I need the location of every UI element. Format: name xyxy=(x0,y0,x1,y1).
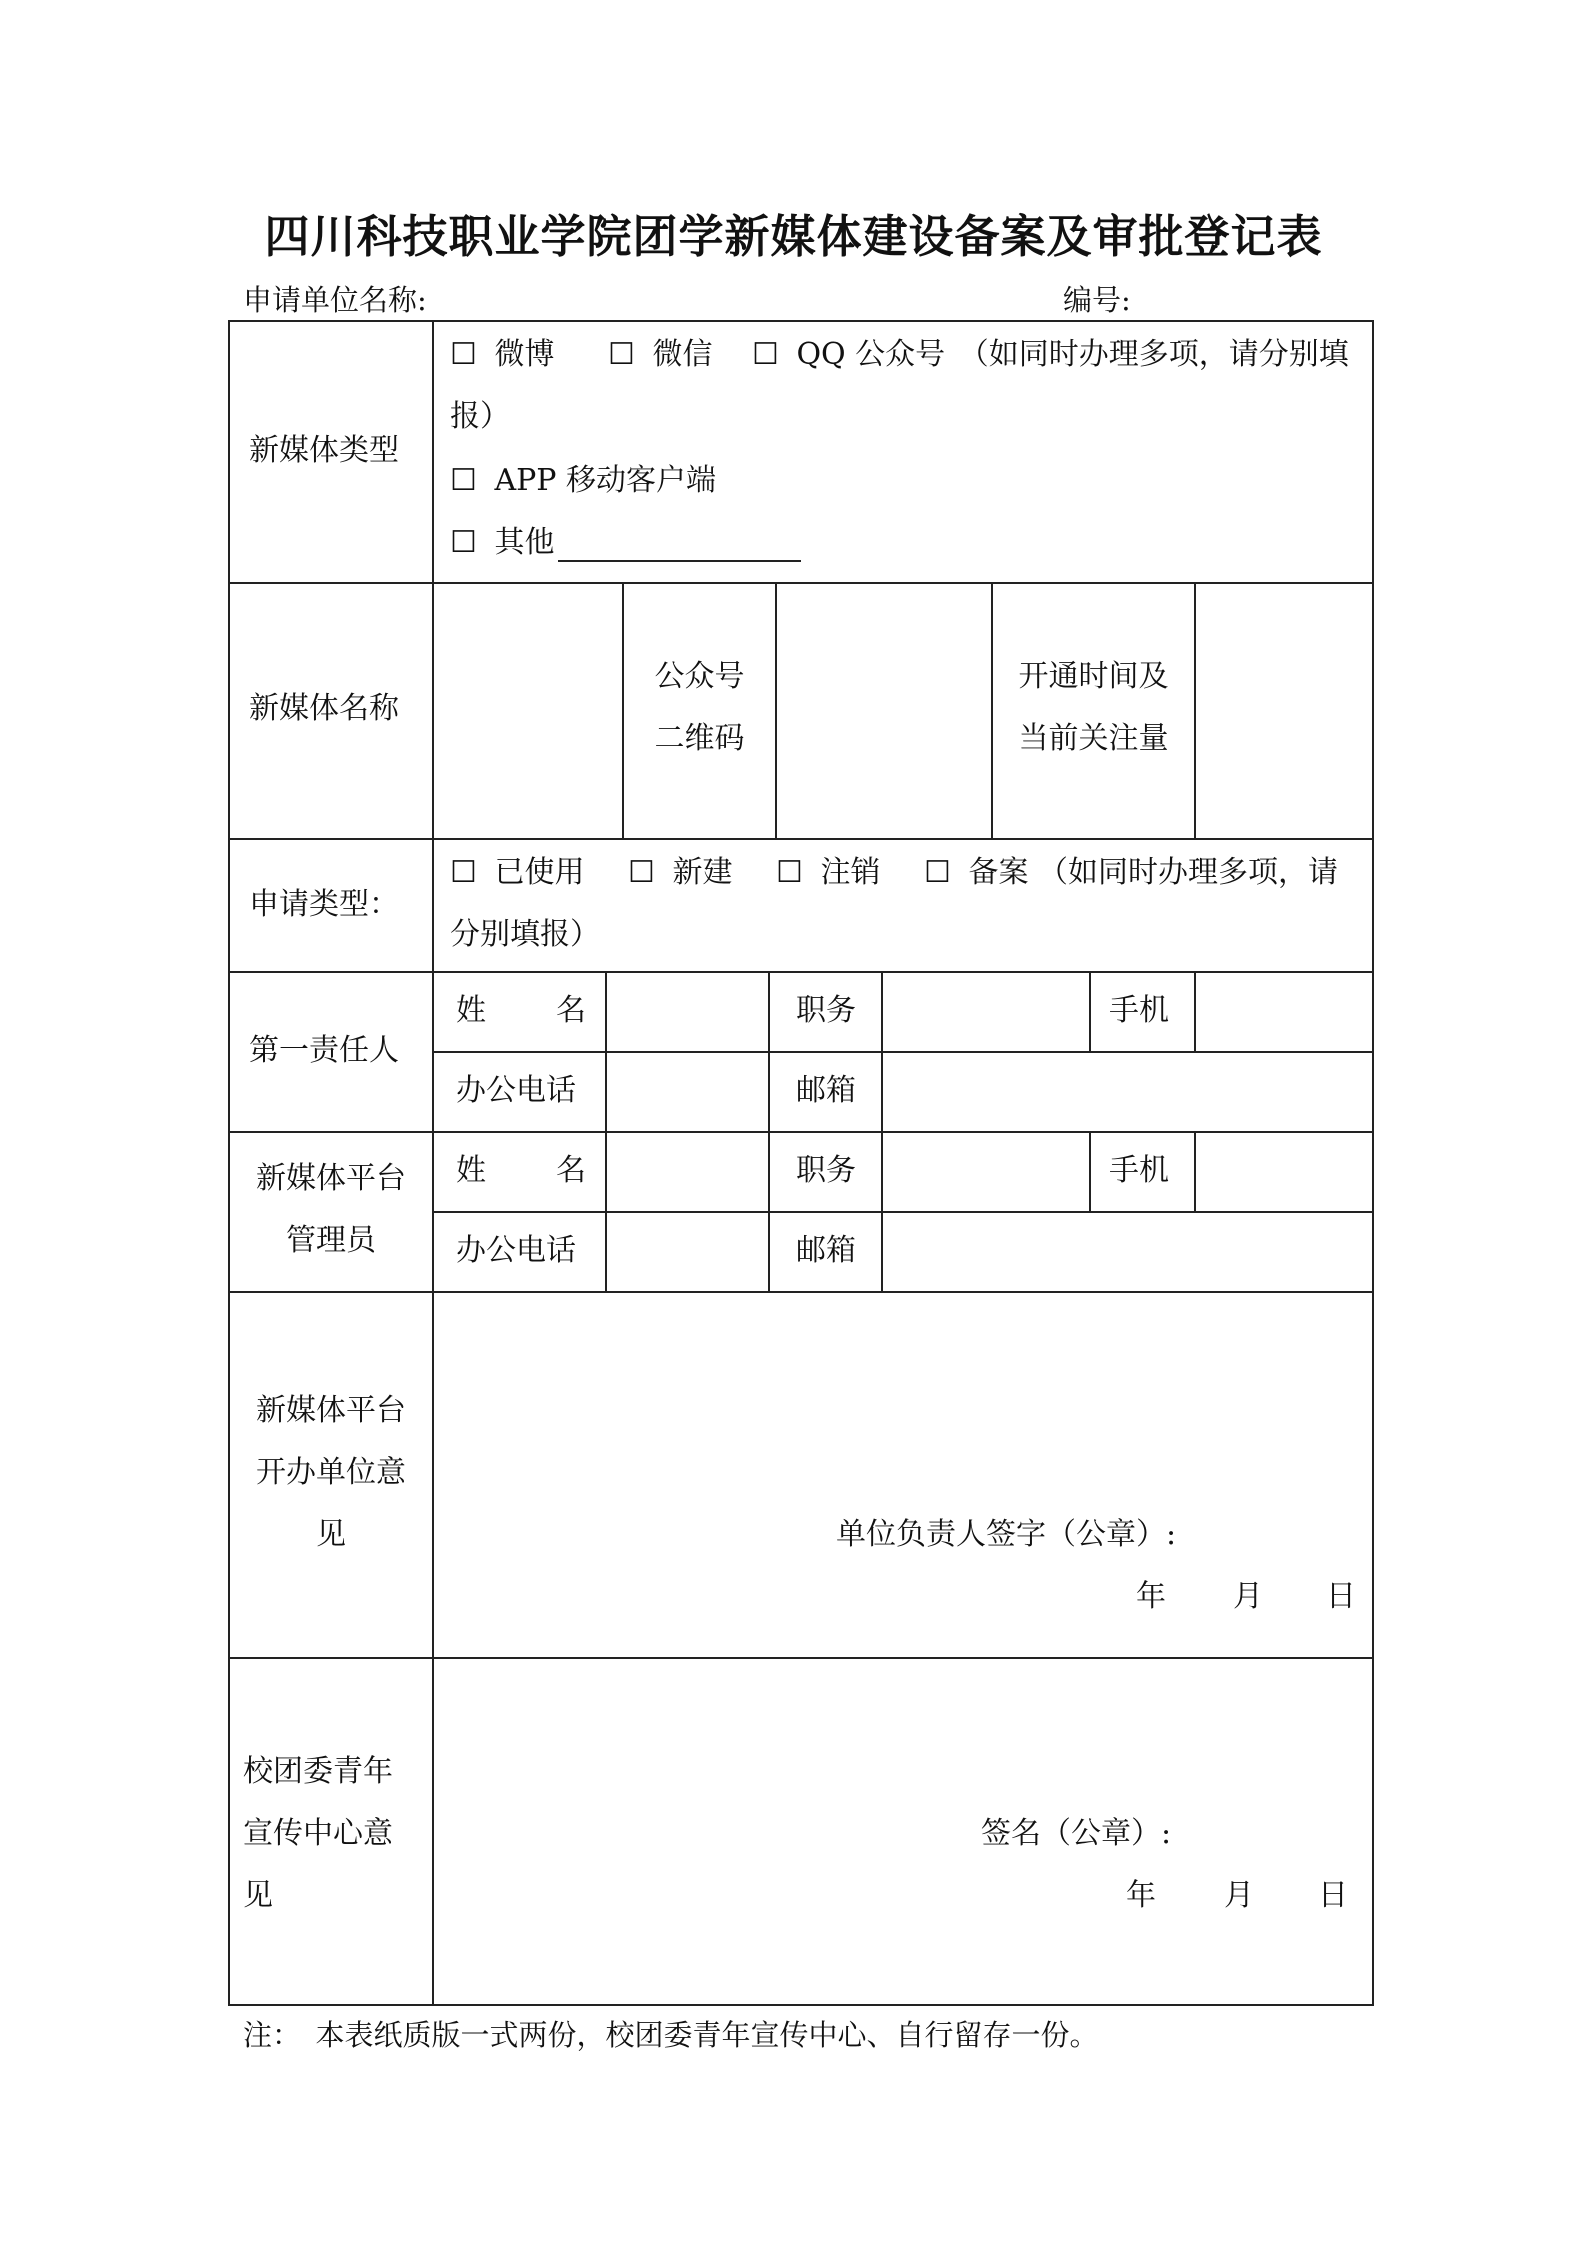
admin-label-line-1: 新媒体平台 xyxy=(256,1161,406,1196)
apply-type-note: （如同时办理多项，请 xyxy=(1038,855,1338,890)
unit-opinion-label-line-3: 见 xyxy=(316,1517,346,1552)
page-title: 四川科技职业学院团学新媒体建设备案及审批登记表 xyxy=(264,210,1323,263)
first-responsible-label: 第一责任人 xyxy=(249,1033,399,1068)
youth-opinion-year: 年 xyxy=(1126,1878,1156,1913)
youth-opinion-label-line-3: 见 xyxy=(243,1878,273,1913)
youth-opinion-day: 日 xyxy=(1318,1878,1348,1913)
admin-office-phone-label: 办公电话 xyxy=(456,1233,576,1268)
apply-type-note-cont: 分别填报） xyxy=(450,917,600,952)
option-app: APP 移动客户端 xyxy=(494,463,717,498)
checkbox-record[interactable]: ☐ xyxy=(924,855,951,890)
admin-name-label-b: 名 xyxy=(556,1153,586,1188)
unit-opinion-month: 月 xyxy=(1233,1579,1263,1614)
checkbox-weixin[interactable]: ☐ xyxy=(608,337,635,372)
admin-label-line-2: 管理员 xyxy=(286,1223,376,1258)
checkbox-other[interactable]: ☐ xyxy=(450,525,477,560)
unit-name-label: 申请单位名称: xyxy=(243,283,427,317)
option-new: 新建 xyxy=(672,855,733,890)
admin-phone-label: 手机 xyxy=(1109,1153,1169,1188)
option-weixin: 微信 xyxy=(652,337,713,372)
media-type-label: 新媒体类型 xyxy=(249,433,399,468)
other-fill-line[interactable] xyxy=(558,560,801,562)
option-cancel: 注销 xyxy=(820,855,881,890)
first-position-label: 职务 xyxy=(796,993,856,1028)
checkbox-qq[interactable]: ☐ xyxy=(752,337,779,372)
first-name-label-b: 名 xyxy=(556,993,586,1028)
first-phone-label: 手机 xyxy=(1109,993,1169,1028)
media-type-line-1 xyxy=(450,324,1349,386)
media-type-note-cont: 报） xyxy=(450,399,510,434)
checkbox-new[interactable]: ☐ xyxy=(628,855,655,890)
media-name-label: 新媒体名称 xyxy=(249,691,399,726)
admin-name-label-a: 姓 xyxy=(456,1153,486,1188)
option-weibo: 微博 xyxy=(494,337,555,372)
first-name-label-a: 姓 xyxy=(456,993,486,1028)
footnote: 注： 本表纸质版一式两份，校团委青年宣传中心、自行留存一份。 xyxy=(243,2018,1099,2052)
checkbox-cancel[interactable]: ☐ xyxy=(776,855,803,890)
unit-opinion-label-line-1: 新媒体平台 xyxy=(256,1393,406,1428)
first-email-label: 邮箱 xyxy=(796,1073,856,1108)
qr-label-line-2: 二维码 xyxy=(654,721,745,756)
unit-opinion-day: 日 xyxy=(1326,1579,1356,1614)
option-qq: QQ 公众号 xyxy=(796,337,946,372)
checkbox-weibo[interactable]: ☐ xyxy=(450,337,477,372)
open-time-label-line-1: 开通时间及 xyxy=(1018,659,1169,694)
media-type-line-app xyxy=(450,450,716,512)
qr-label-line-1: 公众号 xyxy=(654,659,745,694)
youth-opinion-month: 月 xyxy=(1224,1878,1254,1913)
apply-type-line-1 xyxy=(450,842,1338,904)
unit-opinion-label-line-2: 开办单位意 xyxy=(256,1455,406,1490)
number-label: 编号: xyxy=(1063,283,1131,317)
apply-type-label: 申请类型： xyxy=(249,887,399,922)
youth-opinion-label-line-1: 校团委青年 xyxy=(243,1754,393,1789)
first-office-phone-label: 办公电话 xyxy=(456,1073,576,1108)
youth-opinion-label-line-2: 宣传中心意 xyxy=(243,1816,393,1851)
media-type-line-other xyxy=(450,512,554,574)
media-type-note: （如同时办理多项，请分别填 xyxy=(958,337,1349,372)
option-other: 其他 xyxy=(494,525,555,560)
unit-opinion-sign: 单位负责人签字（公章）: xyxy=(836,1517,1177,1552)
admin-email-label: 邮箱 xyxy=(796,1233,856,1268)
option-record: 备案 xyxy=(968,855,1029,890)
open-time-label-line-2: 当前关注量 xyxy=(1018,721,1169,756)
admin-position-label: 职务 xyxy=(796,1153,856,1188)
option-used: 已使用 xyxy=(494,855,585,890)
youth-opinion-sign: 签名（公章）: xyxy=(981,1816,1172,1851)
unit-opinion-year: 年 xyxy=(1136,1579,1166,1614)
checkbox-app[interactable]: ☐ xyxy=(450,463,477,498)
checkbox-used[interactable]: ☐ xyxy=(450,855,477,890)
